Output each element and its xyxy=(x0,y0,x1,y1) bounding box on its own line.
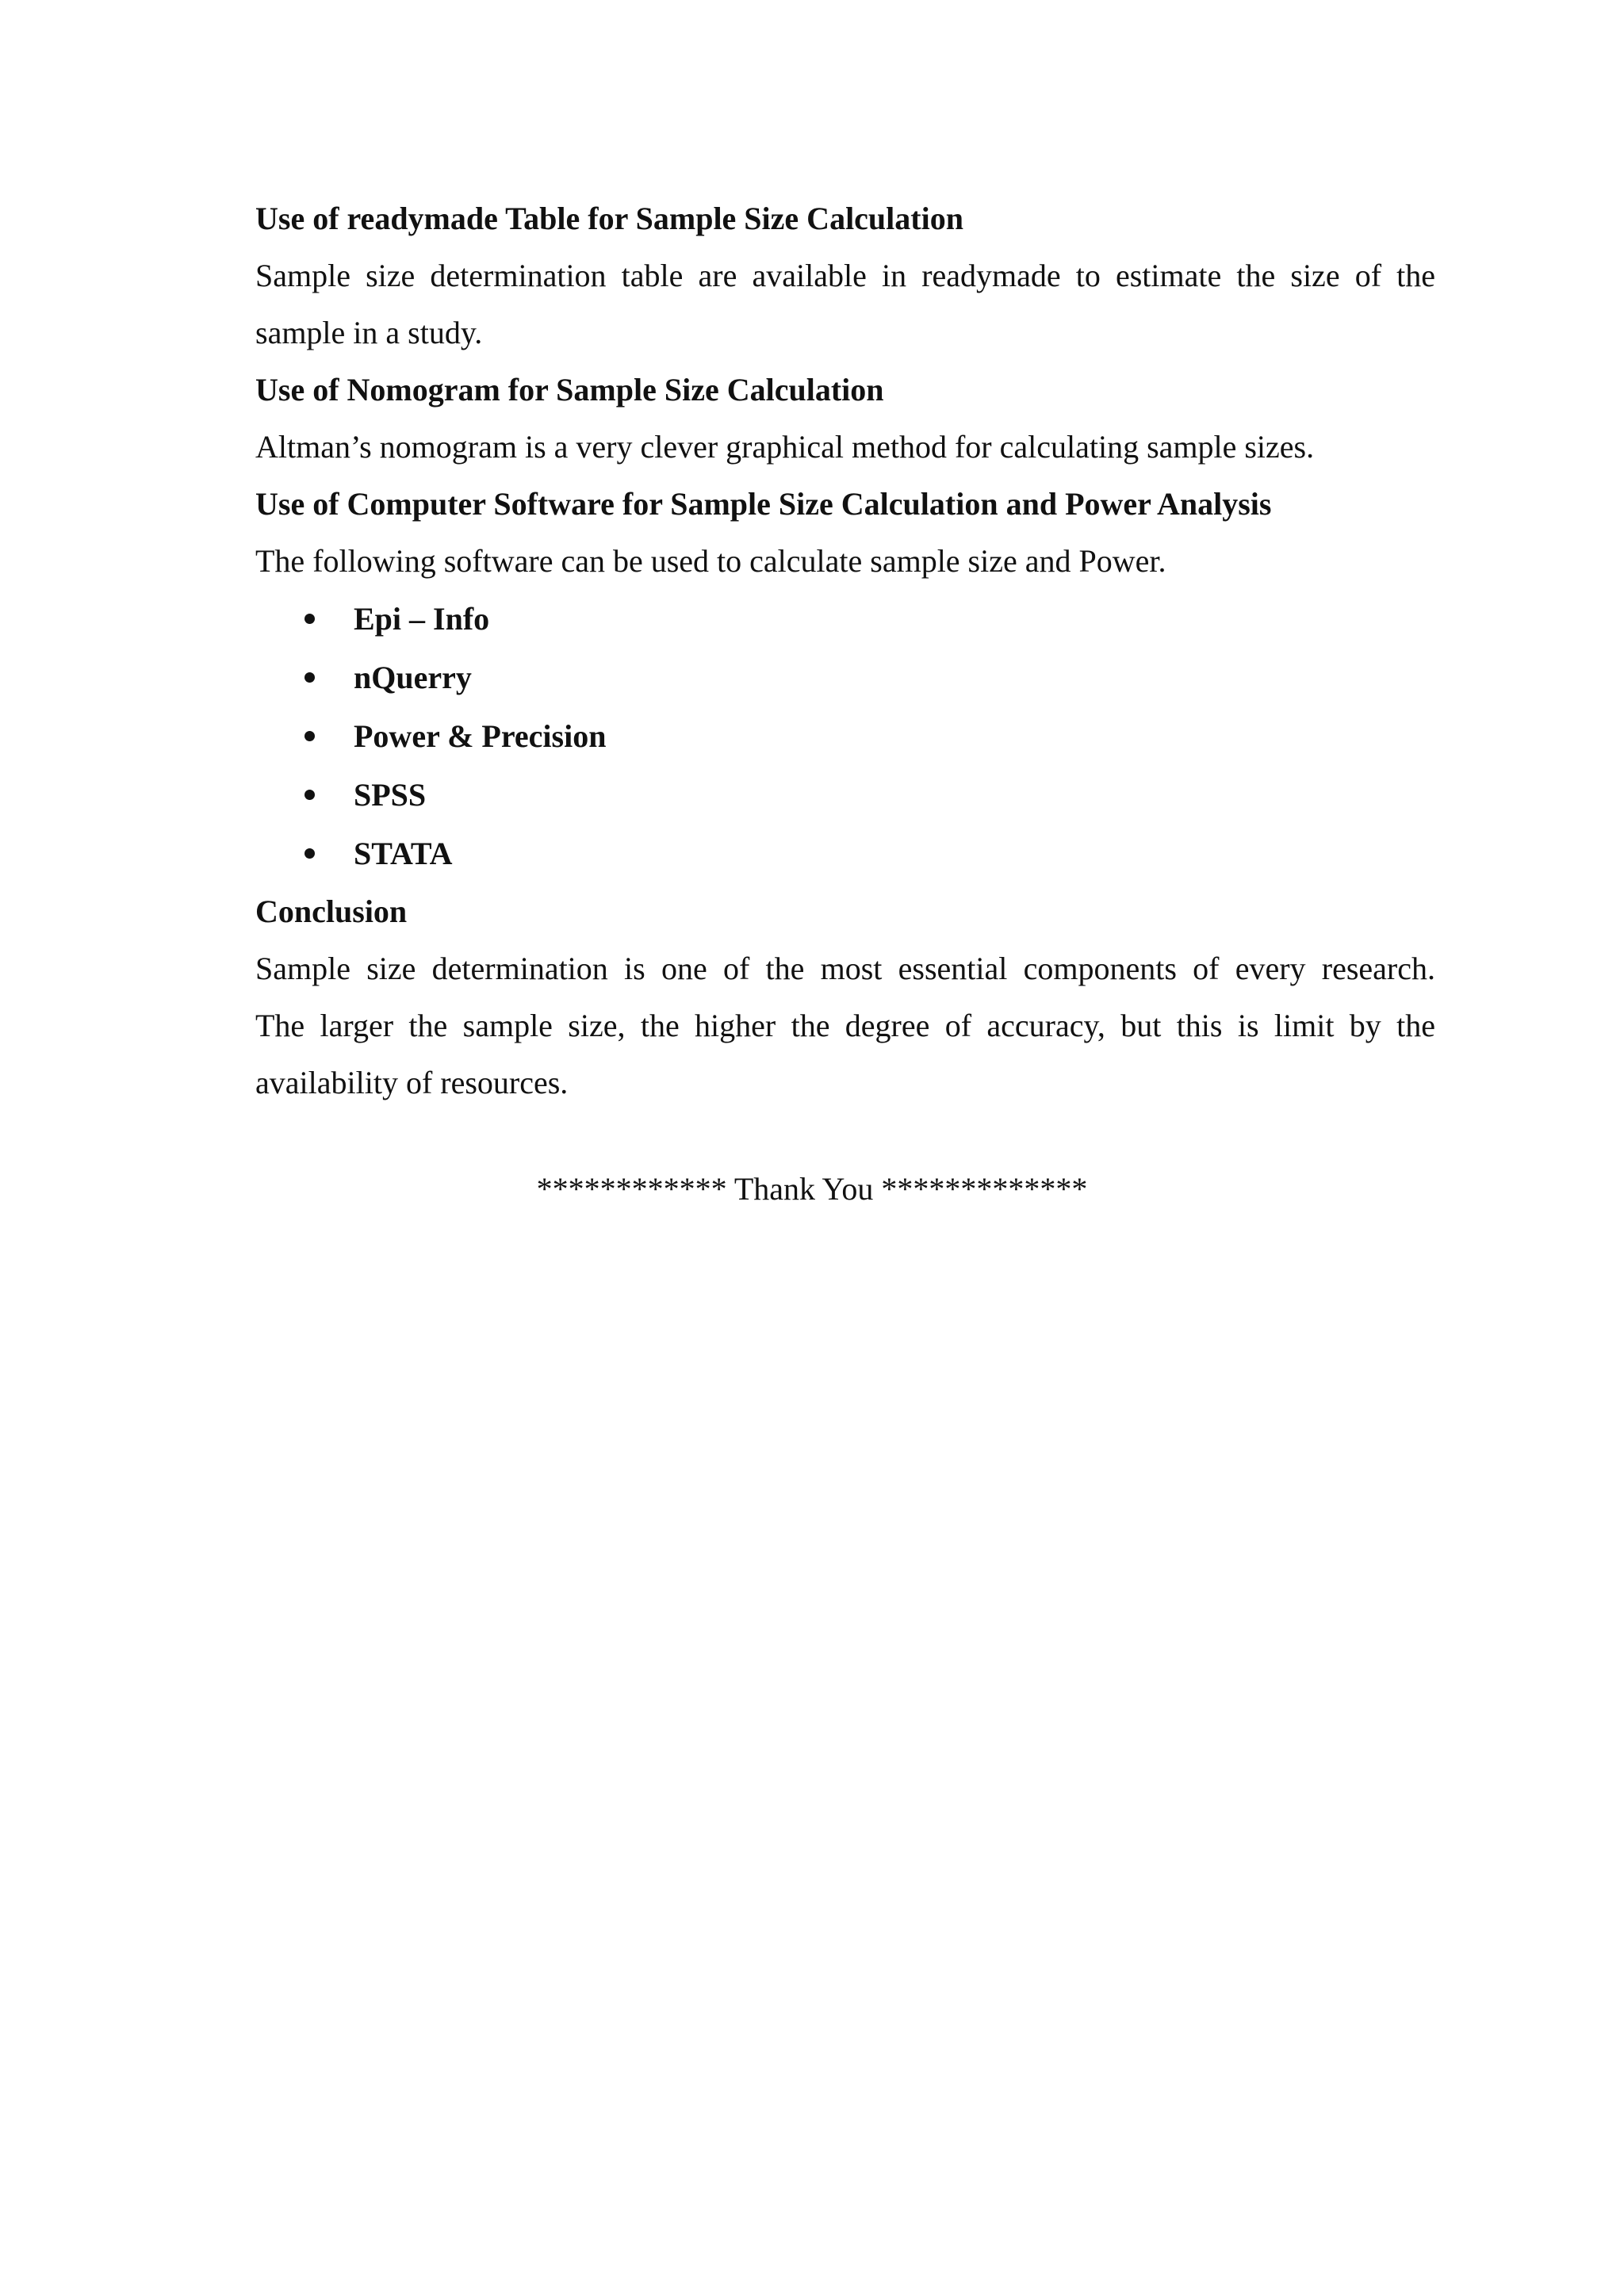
closing-thank-you: ************ Thank You ************* xyxy=(536,1171,1088,1207)
bullet-icon xyxy=(304,790,315,800)
software-list xyxy=(255,590,1435,883)
section-heading-conclusion: Conclusion xyxy=(255,894,408,929)
section-heading-readymade: Use of readymade Table for Sample Size Calculation xyxy=(255,201,963,236)
list-item-label: STATA xyxy=(354,836,453,871)
paragraph-line: Sample size determination table are available in readymade to estimate the size of the xyxy=(255,258,1435,293)
paragraph-line: Sample size determination is one of the most essential components of every research. xyxy=(255,951,1435,986)
paragraph-line: sample in a study. xyxy=(255,315,483,350)
paragraph-line: Altman’s nomogram is a very clever graphical method for calculating sample sizes. xyxy=(255,429,1315,465)
section-heading-nomogram: Use of Nomogram for Sample Size Calculation xyxy=(255,372,884,408)
software-intro: The following software can be used to calculate sample size and Power. xyxy=(255,543,1166,579)
bullet-icon xyxy=(304,614,315,624)
paragraph-line: availability of resources. xyxy=(255,1065,569,1100)
list-item-label: Epi – Info xyxy=(354,601,490,637)
bullet-icon xyxy=(304,848,315,859)
paragraph-line: The larger the sample size, the higher the degree of accuracy, but this is limit by the xyxy=(255,1008,1435,1043)
list-item xyxy=(255,825,1435,883)
list-item xyxy=(255,590,1435,649)
list-item xyxy=(255,766,1435,825)
bullet-icon xyxy=(304,731,315,741)
document-page xyxy=(255,190,1435,1112)
list-item-label: nQuerry xyxy=(354,660,472,695)
bullet-icon xyxy=(304,672,315,683)
list-item xyxy=(255,707,1435,766)
section-heading-software: Use of Computer Software for Sample Size Calculation and Power Analysis xyxy=(255,486,1272,522)
list-item xyxy=(255,649,1435,707)
list-item-label: SPSS xyxy=(354,777,427,813)
list-item-label: Power & Precision xyxy=(354,718,607,754)
